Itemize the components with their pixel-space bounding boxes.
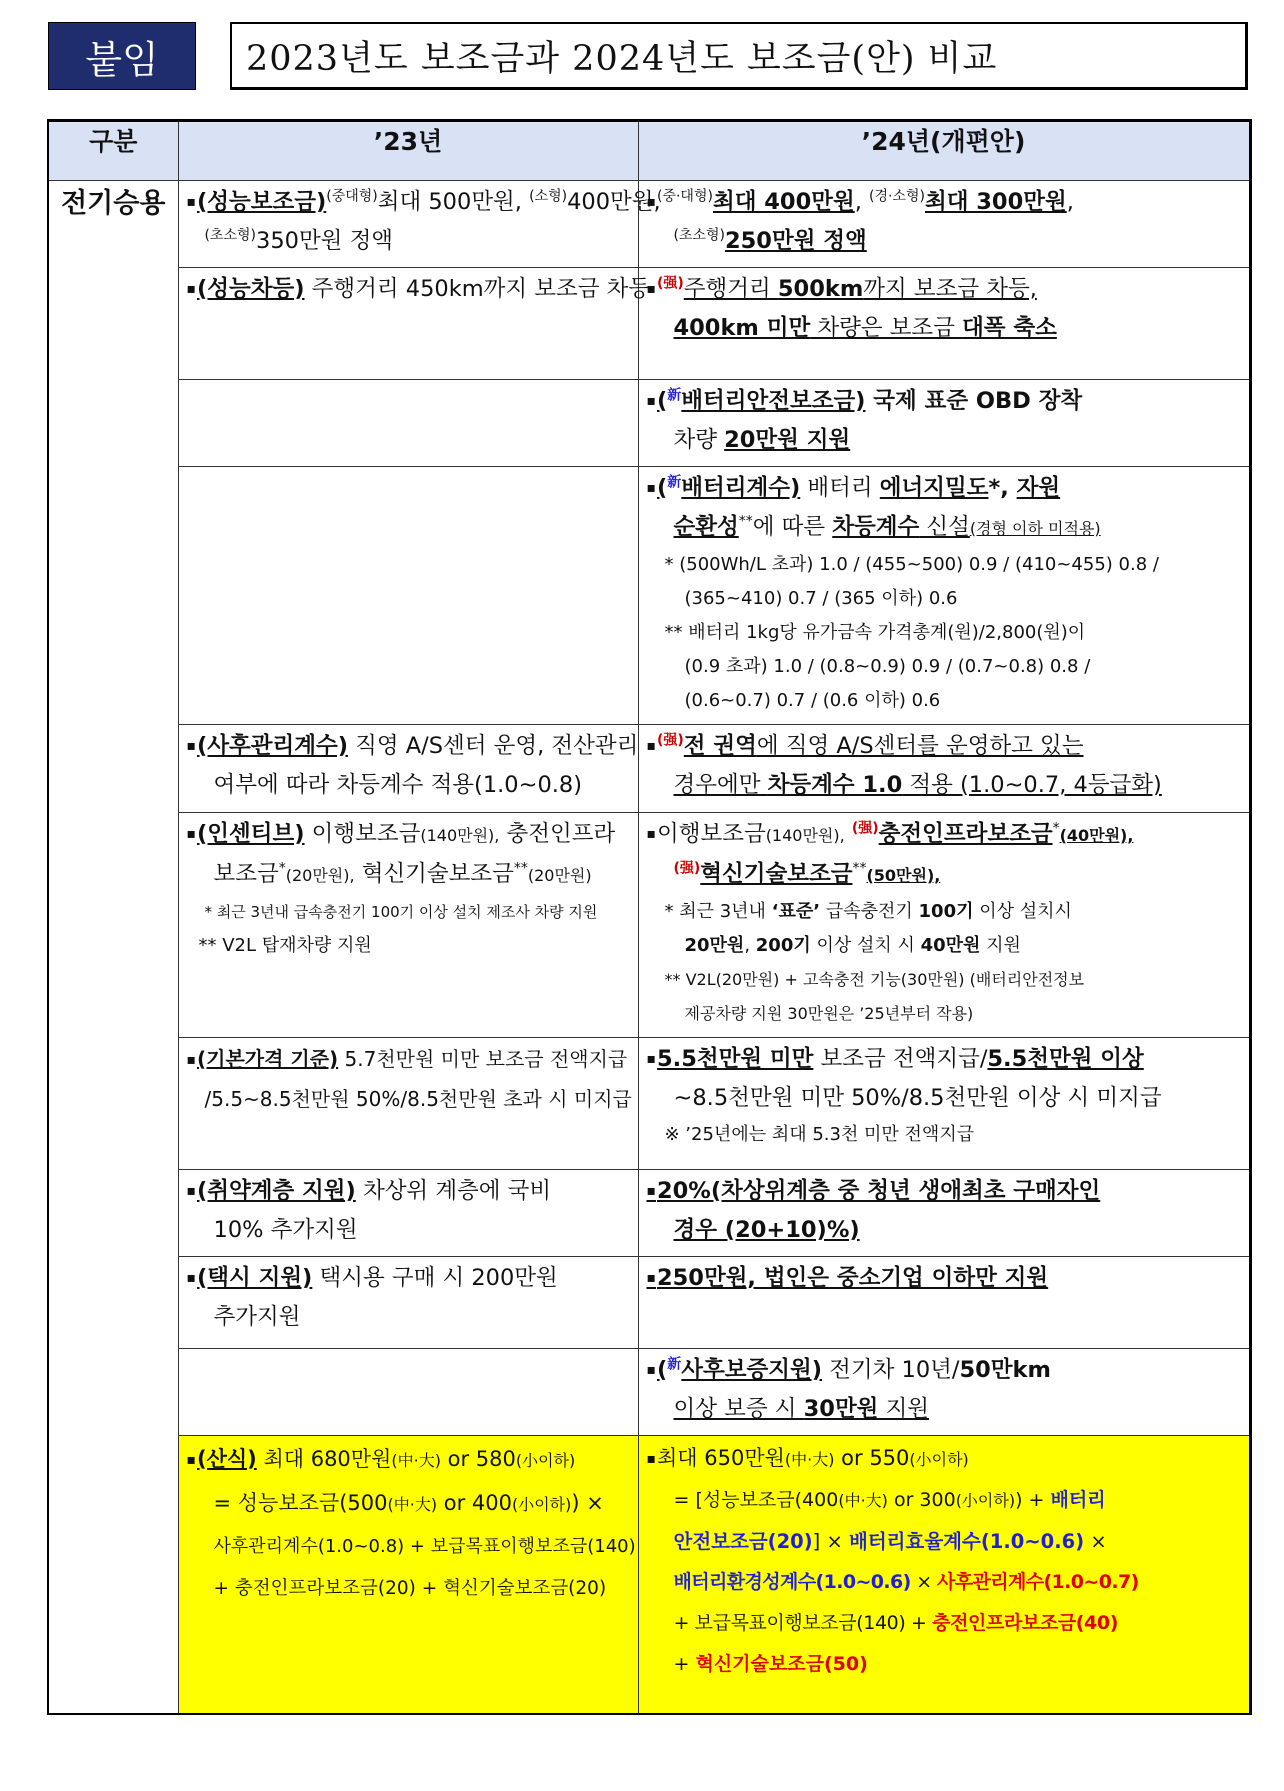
text: 배터리	[1050, 1489, 1106, 1511]
text: or 300	[887, 1489, 956, 1511]
label: (취약계층 지원)	[197, 1178, 356, 1204]
text: ) +	[1015, 1489, 1051, 1511]
text: (	[657, 388, 668, 414]
footnote: 제공차량 지원 30만원은 ’25년부터 작용)	[684, 1004, 974, 1023]
cell-2023	[178, 813, 638, 1038]
text: 충전인프라보조금	[878, 821, 1053, 847]
footnote: (0.6~0.7) 0.7 / (0.6 이하) 0.6	[684, 690, 941, 711]
text: 대폭 축소	[962, 315, 1057, 341]
label: 사후보증지원)	[681, 1357, 822, 1383]
label: (성능보조금)	[197, 189, 327, 215]
text: 까지 보조금 차등,	[863, 276, 1037, 302]
text: or 550	[834, 1446, 910, 1470]
text: ) ×	[571, 1491, 604, 1515]
cell-2024	[638, 1170, 1250, 1257]
label: 배터리계수)	[681, 475, 801, 501]
footnote: (0.9 초과) 1.0 / (0.8~0.9) 0.9 / (0.7~0.8) 0.8 /	[684, 656, 1091, 677]
text: ~8.5천만원 미만 50%/8.5천만원 이상 시 미지급	[673, 1085, 1162, 1111]
label: (기본가격 기준)	[197, 1047, 339, 1071]
text: 5.7천만원 미만 보조금 전액지급	[338, 1047, 628, 1071]
text: 주행거리 450km까지 보조금 차등	[304, 276, 651, 302]
text: (20만원)	[527, 866, 592, 885]
table-row	[48, 1038, 1250, 1170]
text: ] ×	[812, 1530, 849, 1553]
footnote: * 최근 3년내 급속충전기 100기 이상 설치 제조사 차량 지원	[204, 903, 598, 921]
text: = [성능보조금(400	[673, 1489, 839, 1511]
cell-2024	[638, 268, 1250, 380]
superscript: **	[513, 860, 528, 877]
text: 250만원 정액	[725, 228, 867, 254]
text: 직영 A/S센터 운영, 전산관리	[347, 733, 639, 759]
text: 이행보조금	[304, 821, 421, 847]
attachment-tag: 붙임	[48, 22, 196, 90]
text: (50만원),	[866, 866, 941, 885]
text: 사후관리계수(1.0~0.7)	[936, 1571, 1139, 1593]
label: (인센티브)	[197, 821, 305, 847]
text: 5.5천만원 이상	[987, 1046, 1144, 1072]
text: *,	[988, 475, 1017, 501]
text: ▪ 250만원, 법인은 중소기업 이하만 지원	[647, 1259, 1247, 1298]
cell-2023	[178, 268, 651, 380]
cell-2024	[638, 1038, 1250, 1170]
text: +	[673, 1653, 696, 1675]
text: 10% 추가지원	[213, 1217, 358, 1243]
text: 주행거리	[683, 276, 778, 302]
table-row	[48, 1436, 1250, 1714]
text: 전 권역	[683, 733, 757, 759]
table-row	[48, 181, 1250, 268]
cell-2023-formula	[178, 1436, 638, 1714]
footnote: ** 배터리 1kg당 유가금속 가격총계(원)/2,800(원)이	[664, 622, 1086, 643]
superscript: (소형)	[529, 188, 568, 205]
text: 사후관리계수(1.0~0.8) + 보급목표이행보조금(140)	[213, 1536, 636, 1557]
text: (140만원),	[420, 826, 500, 845]
text: (20만원),	[285, 866, 355, 885]
text: 이상 보증 시	[673, 1396, 804, 1422]
text: 최대 300만원	[924, 189, 1067, 215]
text: 적용 (1.0~0.7, 4등급화)	[902, 772, 1162, 798]
cell-2024	[638, 813, 1250, 1038]
text: 혁신기술보조금	[354, 861, 514, 887]
text: 신설	[919, 514, 970, 540]
text: ,	[1066, 189, 1074, 215]
text: (中·大)	[387, 1495, 438, 1514]
cell-2024	[638, 1257, 1250, 1349]
text: or 400	[437, 1491, 512, 1515]
cell-2024	[638, 725, 1250, 813]
footnote: 급속충전기	[820, 901, 919, 922]
text: 50만km	[959, 1357, 1051, 1383]
table-row	[48, 1170, 1250, 1257]
cell-2023-empty	[178, 1349, 638, 1436]
footnote: ** V2L 탑재차량 지원	[198, 935, 372, 956]
footnote: 100기	[918, 901, 974, 922]
text: 350만원 정액	[256, 228, 394, 254]
superscript: **	[852, 860, 867, 877]
text: 최대 500만원,	[377, 189, 522, 215]
table-row	[48, 1257, 1250, 1349]
text: 5.5천만원 미만	[657, 1046, 814, 1072]
text: 최대 650만원	[657, 1446, 785, 1470]
footnote: 200기	[755, 935, 811, 956]
text: (小이하)	[955, 1491, 1016, 1510]
footnote: 지원	[980, 935, 1021, 956]
text: 배터리	[800, 475, 880, 501]
text: 최대 400만원	[712, 189, 855, 215]
text: ▪ 20%(차상위계층 중 청년 생애최초 구매자인	[647, 1172, 1247, 1211]
text: (小이하)	[511, 1495, 572, 1514]
text: 400km 미만	[673, 315, 811, 341]
text: 차상위 계층에 국비	[355, 1178, 552, 1204]
text: 안전보조금(20)	[673, 1530, 813, 1553]
superscript: *	[1052, 820, 1060, 837]
footnote: 이상 설치 시	[810, 935, 921, 956]
text: (40만원),	[1059, 826, 1134, 845]
cell-2023-empty	[178, 380, 638, 467]
text: + 충전인프라보조금(20) + 혁신기술보조금(20)	[213, 1578, 607, 1599]
text: 이행보조금	[657, 821, 766, 847]
superscript: (경·소형)	[869, 188, 925, 205]
text: 국제 표준 OBD 장착	[865, 388, 1083, 414]
footnote: ※ ’25년에는 최대 5.3천 미만 전액지급	[664, 1124, 975, 1145]
superscript: **	[738, 513, 753, 530]
footnote: 40만원	[920, 935, 981, 956]
superscript: *	[278, 860, 286, 877]
table-row	[48, 725, 1250, 813]
cell-2023	[178, 1038, 638, 1170]
text: 자원	[1016, 475, 1061, 501]
text: 에 직영 A/S센터를 운영하고 있는	[756, 733, 1084, 759]
footnote: ‘표준’	[771, 901, 821, 922]
text: (	[657, 475, 668, 501]
superscript: (중·대형)	[657, 188, 713, 205]
text: + 보급목표이행보조금(140) +	[673, 1612, 933, 1634]
text: (小이하)	[909, 1450, 969, 1469]
text: 여부에 따라 차등계수 적용(1.0~0.8)	[213, 772, 583, 798]
text: 경우에만	[673, 772, 768, 798]
superscript: (초소형)	[204, 227, 256, 244]
text: 충전인프라	[499, 821, 616, 847]
strengthen-mark: (强)	[851, 820, 879, 837]
text: (中·大)	[784, 1450, 835, 1469]
footnote: ** V2L(20만원) + 고속충전 기능(30만원) (배터리안전정보	[664, 970, 1085, 989]
cell-2023	[178, 725, 638, 813]
category-cell: 전기승용	[48, 181, 178, 1714]
table-row	[48, 467, 1250, 725]
table-row	[48, 1349, 1250, 1436]
header-2024: ’24년(개편안)	[638, 121, 1250, 181]
text: 경우 (20+10)%)	[673, 1217, 860, 1243]
label: (성능차등)	[197, 276, 305, 302]
footnote: * 최근 3년내	[664, 901, 772, 922]
text: (中·大)	[838, 1491, 888, 1510]
text: 최대 680만원	[256, 1447, 392, 1471]
new-mark: 新	[667, 387, 682, 404]
superscript: (초소형)	[673, 227, 725, 244]
text: 에너지밀도	[879, 475, 989, 501]
footnote: 이상 설치시	[973, 901, 1072, 922]
footnote: 20만원	[684, 935, 745, 956]
cell-2024	[638, 181, 1250, 268]
document-title: 2023년도 보조금과 2024년도 보조금(안) 비교	[230, 22, 1248, 90]
strengthen-mark: (强)	[657, 275, 684, 292]
header-2023: ’23년	[178, 121, 638, 181]
label: (택시 지원)	[197, 1265, 313, 1291]
text: 배터리환경성계수(1.0~0.6)	[673, 1571, 911, 1593]
strengthen-mark: (强)	[673, 860, 701, 877]
table-row	[48, 380, 1250, 467]
text: (小이하)	[515, 1451, 576, 1470]
text: 택시용 구매 시 200만원	[312, 1265, 558, 1291]
footnote: ,	[744, 935, 756, 956]
text: (140만원),	[765, 826, 845, 845]
text: 순환성	[673, 514, 739, 540]
label: (산식)	[197, 1447, 257, 1471]
header-category: 구분	[48, 121, 178, 181]
text: 에 따른	[752, 514, 833, 540]
table-row	[48, 813, 1250, 1038]
text: = 성능보조금(500	[213, 1491, 388, 1515]
cell-2024	[638, 1349, 1250, 1436]
comparison-table	[47, 119, 1252, 1715]
text: 20만원 지원	[724, 427, 851, 453]
text: 보조금 전액지급/	[813, 1046, 988, 1072]
text: or 580	[440, 1447, 516, 1471]
text: ,	[854, 189, 862, 215]
cell-2024	[638, 380, 1250, 467]
text: 400만원,	[567, 189, 661, 215]
text: 차량은 보조금	[810, 315, 963, 341]
text: 혁신기술보조금	[700, 861, 853, 887]
text: 차량	[673, 427, 725, 453]
cell-2024	[638, 467, 1250, 725]
label: (사후관리계수)	[197, 733, 348, 759]
text: 30만원	[803, 1396, 879, 1422]
text: 충전인프라보조금(40)	[932, 1612, 1118, 1634]
text: 차등계수	[832, 514, 920, 540]
text: 지원	[878, 1396, 930, 1422]
cell-2023	[178, 1170, 638, 1257]
cell-2024-formula	[638, 1436, 1250, 1714]
text: 추가지원	[213, 1304, 301, 1330]
text: (경형 이하 미적용)	[969, 519, 1101, 538]
superscript: (중대형)	[326, 188, 378, 205]
cell-2023	[178, 181, 661, 268]
text: ×	[1084, 1530, 1107, 1553]
text: 500km	[777, 276, 864, 302]
text: 전기차 10년/	[822, 1357, 960, 1383]
strengthen-mark: (强)	[657, 732, 684, 749]
text: 배터리효율계수(1.0~0.6)	[849, 1530, 1085, 1553]
text: 차등계수 1.0	[767, 772, 903, 798]
text: (中·大)	[391, 1451, 441, 1470]
text: (	[657, 1357, 668, 1383]
cell-2023-empty	[178, 467, 638, 725]
footnote: * (500Wh/L 초과) 1.0 / (455~500) 0.9 / (410~455) 0.8 /	[664, 554, 1159, 575]
table-row	[48, 268, 1250, 380]
text: /5.5~8.5천만원 50%/8.5천만원 초과 시 미지급	[204, 1087, 632, 1111]
label: 배터리안전보조금)	[681, 388, 866, 414]
new-mark: 新	[667, 474, 682, 491]
table-header-row	[48, 121, 1250, 181]
footnote: (365~410) 0.7 / (365 이하) 0.6	[684, 588, 958, 609]
text: ×	[910, 1571, 937, 1593]
text: 보조금	[213, 861, 279, 887]
cell-2023	[178, 1257, 638, 1349]
text: 혁신기술보조금(50)	[695, 1653, 868, 1675]
new-mark: 新	[667, 1356, 682, 1373]
